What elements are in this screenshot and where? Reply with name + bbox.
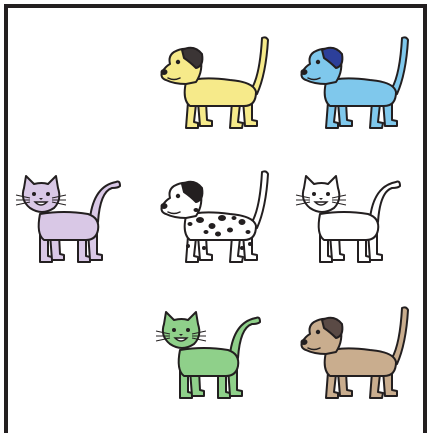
dog-nose [161, 203, 168, 209]
dog-spot [204, 230, 209, 234]
dog-eye [176, 194, 180, 198]
dog-nose [301, 69, 308, 75]
dog-spot [215, 232, 221, 237]
dog-spot [194, 208, 199, 212]
cat-eye [46, 192, 50, 196]
dog-spot [202, 246, 206, 250]
dog-spot [227, 228, 233, 233]
dog-eye [316, 60, 320, 64]
dog-spot [209, 223, 216, 229]
dog-spot [188, 222, 193, 226]
dog-eye [316, 330, 320, 334]
dog-spot [196, 217, 204, 223]
dog-nose [301, 339, 308, 345]
cat-eye [326, 192, 330, 196]
cat-body [39, 212, 99, 240]
cat-body [179, 348, 239, 376]
dog-spot [248, 242, 252, 246]
cat-eye [32, 192, 36, 196]
dog-spot [246, 230, 251, 234]
dog-nose [161, 69, 168, 75]
cat-eye [186, 328, 190, 332]
dog-eye [176, 60, 180, 64]
dog-spot [186, 244, 190, 248]
cat-body [319, 212, 379, 240]
dog-spot [240, 246, 244, 250]
cat-eye [312, 192, 316, 196]
dog-spot [232, 216, 237, 220]
cat-eye [172, 328, 176, 332]
dog-spot [239, 219, 246, 225]
dog-spot [218, 215, 226, 221]
